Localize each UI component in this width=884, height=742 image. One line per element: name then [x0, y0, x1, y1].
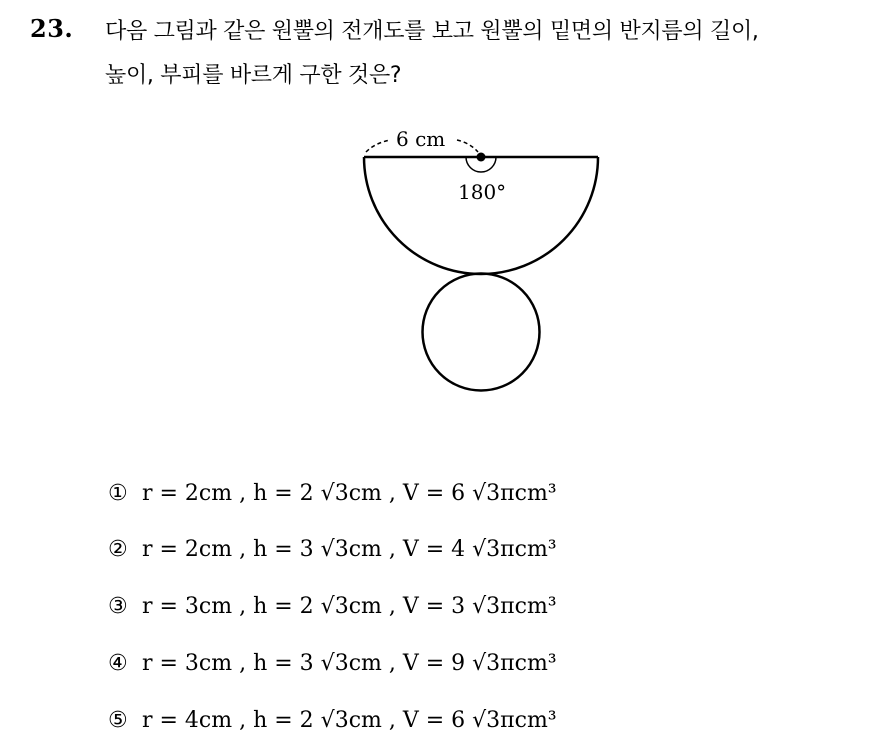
- choice-marker: ③: [108, 594, 128, 619]
- angle-arc: [466, 157, 496, 172]
- angle-label: 180°: [458, 180, 507, 204]
- question-text-line-2: 높이, 부피를 바르게 구한 것은?: [105, 63, 402, 88]
- radius-label: 6 cm: [396, 127, 446, 151]
- choice-3[interactable]: [108, 594, 557, 628]
- choice-text: r = 2cm , h = 2 √3cm , V = 6 √3πcm³: [142, 481, 557, 506]
- choice-1[interactable]: [108, 481, 557, 515]
- center-point: [477, 153, 486, 162]
- choice-marker: ④: [108, 651, 128, 676]
- choice-2[interactable]: [108, 537, 557, 571]
- question-number: 23.: [30, 14, 74, 43]
- radius-indicator-left: [366, 140, 390, 152]
- choice-marker: ⑤: [108, 708, 128, 733]
- choice-4[interactable]: [108, 651, 557, 685]
- choice-marker: ②: [108, 537, 128, 562]
- radius-indicator-right: [457, 140, 478, 152]
- choice-text: r = 4cm , h = 2 √3cm , V = 6 √3πcm³: [142, 708, 557, 733]
- semicircle-arc: [364, 157, 598, 274]
- question-text-line-1: 다음 그림과 같은 원뿔의 전개도를 보고 원뿔의 밑면의 반지름의 길이,: [105, 19, 759, 44]
- choice-text: r = 3cm , h = 2 √3cm , V = 3 √3πcm³: [142, 594, 557, 619]
- choice-text: r = 3cm , h = 3 √3cm , V = 9 √3πcm³: [142, 651, 557, 676]
- base-circle: [423, 274, 540, 391]
- choice-text: r = 2cm , h = 3 √3cm , V = 4 √3πcm³: [142, 537, 557, 562]
- choice-marker: ①: [108, 481, 128, 506]
